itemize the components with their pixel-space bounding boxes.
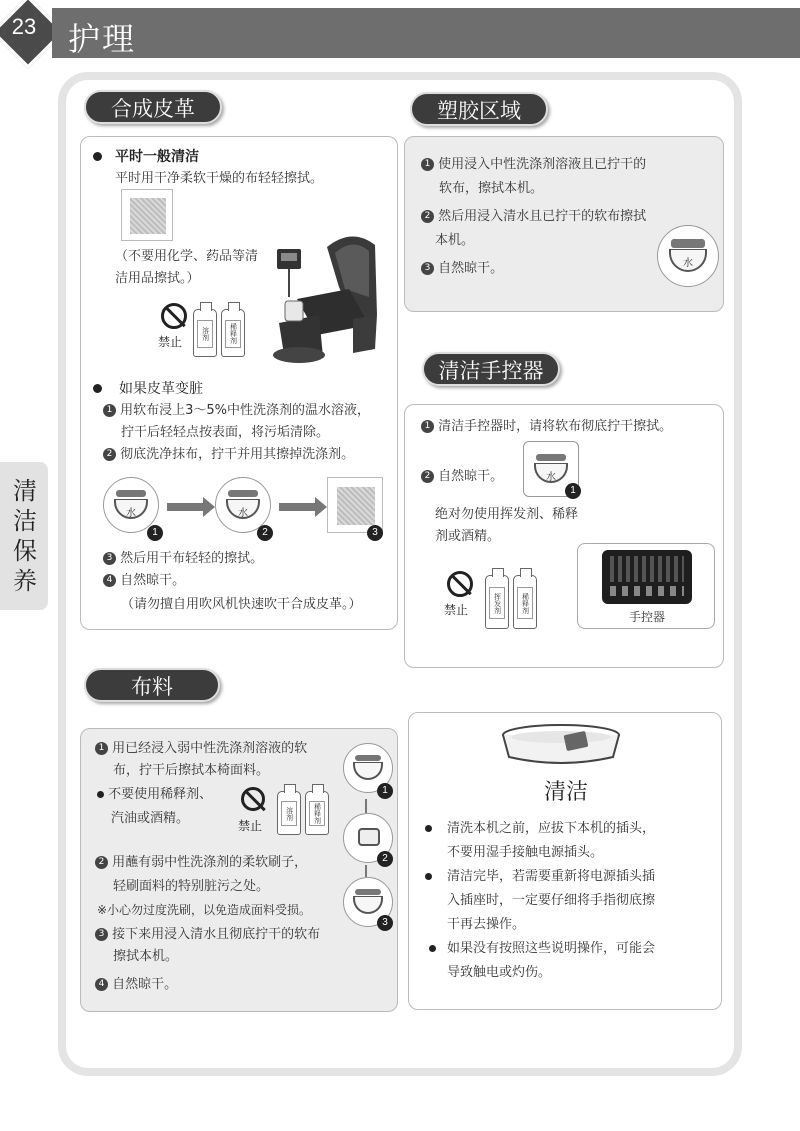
bullet-icon <box>97 791 104 798</box>
bullet-icon <box>425 873 432 880</box>
forbid-label: 禁止 <box>444 603 469 617</box>
arrow-down-icon <box>365 865 367 877</box>
step-badge: 3 <box>367 525 383 541</box>
step-badge: 3 <box>377 915 393 931</box>
step-text: 然后用浸入清水且已拧干的软布擦拭 <box>438 209 647 224</box>
bullet-icon <box>93 384 102 393</box>
step-badge: 2 <box>257 525 273 541</box>
forbid-label: 禁止 <box>238 819 263 833</box>
bullet-icon <box>425 825 432 832</box>
forbid-label: 禁止 <box>158 335 183 349</box>
fabric-caution: ※小心勿过度洗刷，以免造成面料受损。 <box>97 903 312 917</box>
section-side-tab <box>0 462 48 610</box>
leather-warning-line2: 洁用品擦拭。） <box>115 271 200 286</box>
bullet-icon <box>93 152 102 161</box>
bullet-text: 不要使用稀释剂、 <box>108 787 213 802</box>
step-number: 3 <box>95 928 108 941</box>
remote-controller-icon <box>602 550 692 604</box>
plastic-step1-line1 <box>421 153 646 176</box>
leather-step4 <box>103 569 185 592</box>
leather-step1-line1 <box>103 399 370 422</box>
basin-icon: 水 <box>103 477 159 533</box>
title-bar <box>52 8 800 58</box>
thinner-bottle-icon: 稀释剂 <box>221 309 245 357</box>
step-text: 清洁手控器时，请将软布彻底拧干擦拭。 <box>438 419 673 434</box>
step-number: 3 <box>421 262 434 275</box>
page-title: 护理 <box>68 20 137 58</box>
thinner-bottle-icon: 稀释剂 <box>305 791 329 835</box>
step-text: 使用浸入中性洗涤剂溶液且已拧干的 <box>438 157 647 172</box>
step-number: 2 <box>103 448 116 461</box>
leather-daily-title: 平时一般清洁 <box>115 149 199 165</box>
step-number: 4 <box>103 574 116 587</box>
cleaning-box <box>408 712 722 1010</box>
leather-step3 <box>103 547 263 570</box>
step-text: 彻底洗净抹布，拧干并用其擦掉洗涤剂。 <box>120 447 355 462</box>
remote-step2 <box>421 465 503 488</box>
step-number: 3 <box>103 552 116 565</box>
plastic-step3 <box>421 257 503 280</box>
solvent-bottle-icon: 溶剂 <box>193 309 217 357</box>
step-badge: 1 <box>377 783 393 799</box>
remote-step1 <box>421 415 672 438</box>
page-number-badge <box>0 0 56 68</box>
volatile-bottle-icon: 挥发剂 <box>485 575 509 629</box>
fabric-bullet-line1 <box>97 783 212 806</box>
step-text: 然后用干布轻轻的擦拭。 <box>120 551 264 566</box>
arrow-icon <box>279 503 315 511</box>
plastic-box <box>404 136 724 312</box>
step-number: 1 <box>421 158 434 171</box>
step-number: 4 <box>95 978 108 991</box>
remote-heading: 清洁手控器 <box>422 352 560 386</box>
cleaning-item2-line3: 干再去操作。 <box>447 917 526 932</box>
plastic-heading: 塑胶区域 <box>410 92 548 126</box>
cleaning-title: 清洁 <box>543 780 588 805</box>
step-text: 自然晾干。 <box>438 261 504 276</box>
leather-note: （请勿擅自用吹风机快速吹干合成皮革。） <box>121 597 362 612</box>
step-number: 2 <box>421 210 434 223</box>
arrow-icon <box>167 503 203 511</box>
step-text: 用已经浸入弱中性洗涤剂溶液的软 <box>112 741 308 756</box>
side-tab-label: 清洁保养 <box>13 477 37 595</box>
step-badge: 2 <box>377 851 393 867</box>
fabric-step4 <box>95 973 177 996</box>
fabric-step3-line2: 擦拭本机。 <box>113 949 179 964</box>
fabric-step1-line1 <box>95 737 307 760</box>
arrow-down-icon <box>365 799 367 813</box>
remote-box <box>404 404 724 668</box>
bullet-icon <box>429 945 436 952</box>
step-number: 1 <box>103 404 116 417</box>
step-badge: 1 <box>147 525 163 541</box>
basin-icon: 水 <box>215 477 271 533</box>
dry-cloth-icon <box>121 189 173 241</box>
step-number: 2 <box>421 470 434 483</box>
step-badge: 1 <box>565 483 581 499</box>
remote-warn-line2: 剂或酒精。 <box>435 529 501 544</box>
cleaning-item1-line2: 不要用湿手接触电源插头。 <box>447 845 604 860</box>
fabric-step2-line2: 轻刷面料的特别脏污之处。 <box>113 879 270 894</box>
plastic-step2-line1 <box>421 205 646 228</box>
leather-step2 <box>103 443 354 466</box>
basin-icon: 水 <box>657 225 719 287</box>
leather-daily-text: 平时用干净柔软干燥的布轻轻擦拭。 <box>115 171 324 186</box>
leather-box <box>80 136 398 630</box>
remote-warn-line1: 绝对勿使用挥发剂、稀释 <box>435 507 579 522</box>
remote-controller-card <box>577 543 715 629</box>
solvent-bottle-icon: 溶剂 <box>277 791 301 835</box>
fabric-bullet-line2: 汽油或酒精。 <box>111 811 190 826</box>
cleaning-item2-line1: 清洁完毕，若需要重新将电源插头插 <box>447 869 656 884</box>
wash-basin-icon <box>499 721 623 767</box>
cleaning-item2-line2: 入插座时，一定要仔细将手指彻底擦 <box>447 893 656 908</box>
fabric-heading: 布料 <box>84 668 220 702</box>
cleaning-item3-line2: 导致触电或灼伤。 <box>447 965 552 980</box>
step-text: 自然晾干。 <box>120 573 186 588</box>
fabric-step1-line2: 布，拧干后擦拭本椅面料。 <box>113 763 270 778</box>
step-number: 1 <box>95 742 108 755</box>
fabric-box <box>80 728 398 1012</box>
thinner-bottle-icon: 稀释剂 <box>513 575 537 629</box>
leather-dirty-title: 如果皮革变脏 <box>119 381 203 397</box>
fabric-step3-line1 <box>95 923 320 946</box>
step-number: 1 <box>421 420 434 433</box>
step-text: 接下来用浸入清水且彻底拧干的软布 <box>112 927 321 942</box>
step-number: 2 <box>95 856 108 869</box>
step-text: 自然晾干。 <box>438 469 504 484</box>
plastic-step2-line2: 本机。 <box>435 233 475 248</box>
step-text: 用软布浸上3～5%中性洗涤剂的温水溶液， <box>120 403 371 418</box>
plastic-step1-line2: 软布，擦拭本机。 <box>439 181 544 196</box>
basin-icon: 水 <box>523 441 579 497</box>
remote-controller-label: 手控器 <box>628 610 665 624</box>
leather-warning-line1: （不要用化学、药品等清 <box>115 249 259 264</box>
step-text: 自然晾干。 <box>112 977 178 992</box>
page-number: 23 <box>11 14 37 39</box>
cleaning-item3-line1: 如果没有按照这些说明操作，可能会 <box>447 941 656 956</box>
cleaning-item1-line1: 清洗本机之前，应拔下本机的插头， <box>447 821 656 836</box>
step-text: 用蘸有弱中性洗涤剂的柔软刷子， <box>112 855 308 870</box>
leather-step1-line2: 拧干后轻轻点按表面，将污垢清除。 <box>121 425 330 440</box>
massage-chair-icon <box>257 227 393 367</box>
fabric-step2-line1 <box>95 851 307 874</box>
leather-heading: 合成皮革 <box>84 90 222 124</box>
